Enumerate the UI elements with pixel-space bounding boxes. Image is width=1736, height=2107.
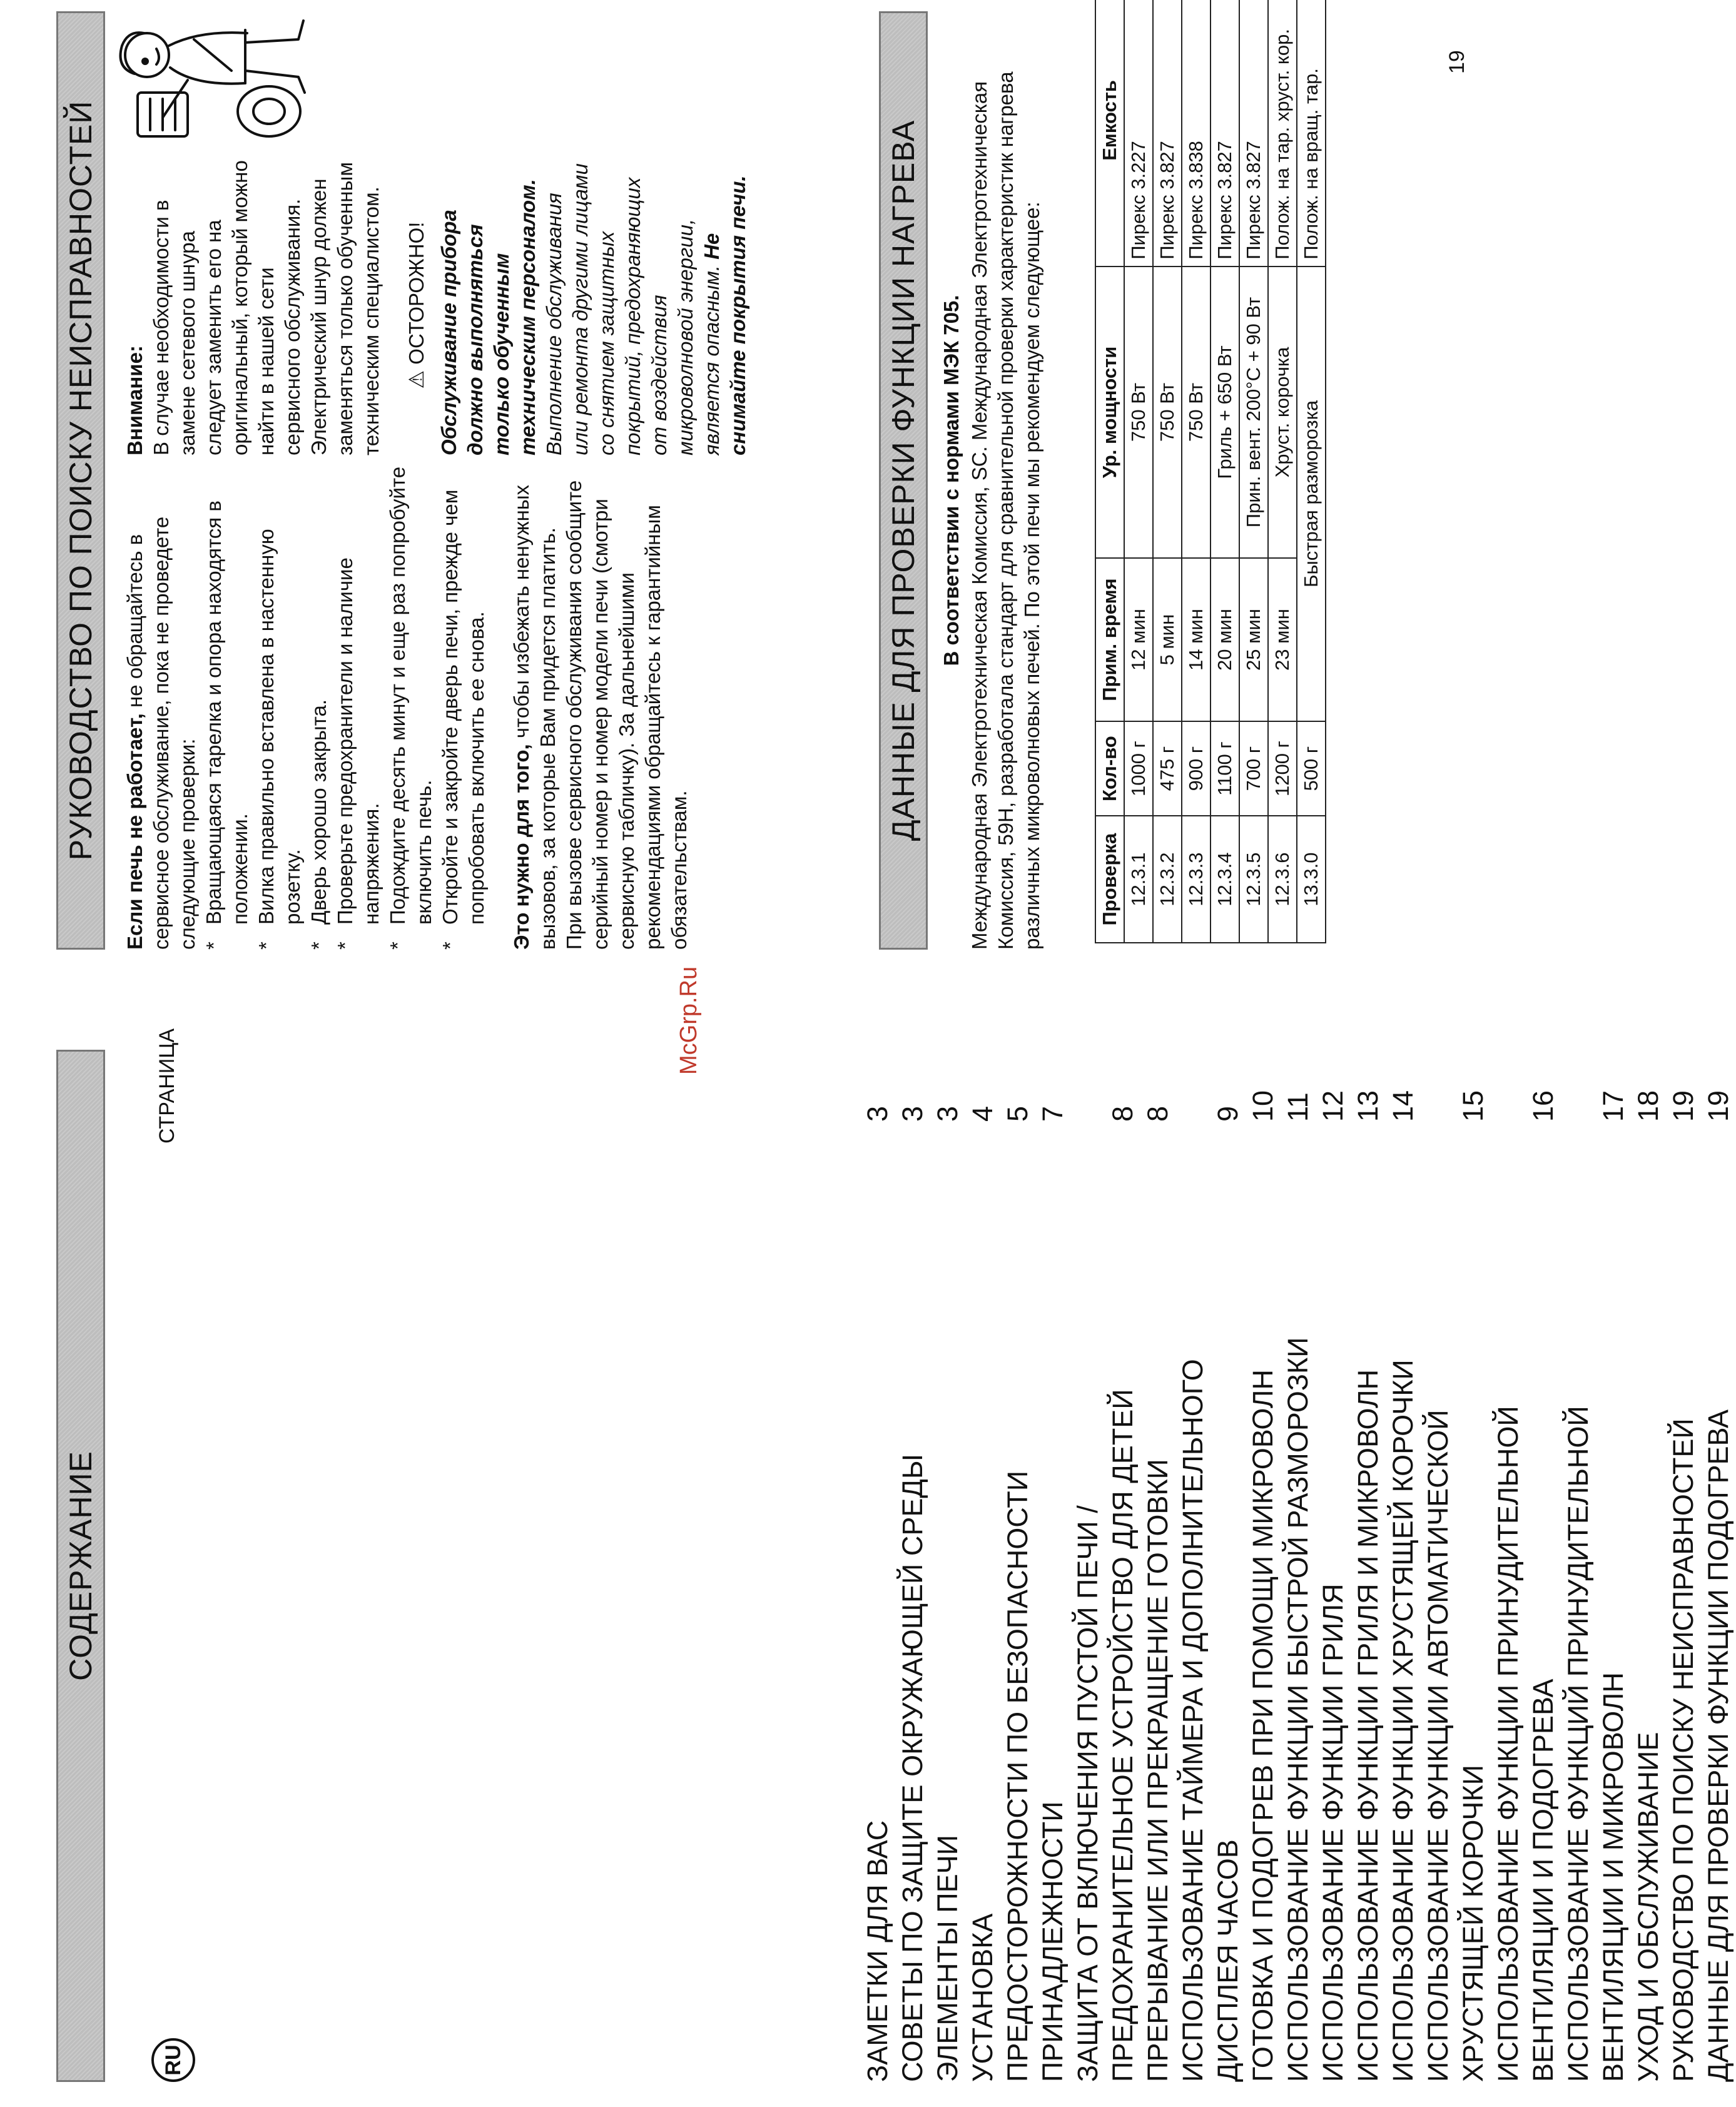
check-item: * Дверь хорошо закрыта.	[307, 699, 330, 950]
table-cell: 25 мин	[1239, 558, 1268, 721]
toc-item-page: 19	[1702, 1090, 1734, 1122]
troubleshooting-title: РУКОВОДСТВО ПО ПОИСКУ НЕИСПРАВНОСТЕЙ	[63, 100, 98, 861]
purpose-bold: Это нужно для того,	[510, 744, 533, 950]
table-row	[1182, 0, 1211, 943]
toc-item-title: ИСПОЛЬЗОВАНИЕ ФУНКЦИИ ХРУСТЯЩЕЙ КОРОЧКИ	[1387, 1359, 1419, 2082]
table-cell: Пирекс 3.838	[1182, 0, 1211, 267]
toc-item-page: 10	[1247, 1090, 1279, 1122]
toc-item-page: 3	[896, 1105, 928, 1122]
table-cell: 12.3.4	[1211, 816, 1239, 943]
check-item-text: Дверь хорошо закрыта.	[307, 699, 330, 925]
attention-text: В случае необходимости в замене сетевого шнура следует заменить его на оригинальный, который можно найти в нашей сети сервисного обслуживания. Электрический шнур должен заменяться только обученным техническим специалистом.	[150, 160, 383, 455]
toc-item-title: ВЕНТИЛЯЦИИ И МИКРОВОЛН	[1597, 1672, 1629, 2082]
caution-body	[436, 155, 751, 455]
toc-item-title: УХОД И ОБСЛУЖИВАНИЕ	[1632, 1732, 1664, 2082]
toc-item-page: 7	[1037, 1105, 1069, 1122]
table-cell: 23 мин	[1268, 558, 1297, 721]
table-cell: 13.3.0	[1297, 816, 1326, 943]
table-row	[1124, 0, 1153, 943]
toc-item-title: ИСПОЛЬЗОВАНИЕ ФУНКЦИИ АВТОМАТИЧЕСКОЙ	[1422, 1409, 1454, 2082]
check-item: * Подождите десять минут и еще раз попробуйте включить печь.	[386, 466, 435, 950]
toc-item-page: 12	[1317, 1090, 1349, 1122]
table-body	[1124, 0, 1326, 943]
table-cell: 1200 г	[1268, 721, 1297, 816]
table-header-cell: Емкость	[1095, 0, 1124, 267]
table-header-cell: Ур. мощности	[1095, 267, 1124, 558]
toc-item-page: 9	[1212, 1105, 1244, 1122]
attention-title: Внимание:	[123, 345, 146, 455]
table-cell: Полож. на тар. хруст. кор.	[1268, 0, 1297, 267]
table-row	[1239, 0, 1268, 943]
table-row	[1153, 0, 1182, 943]
table-cell: Гриль + 650 Вт	[1211, 267, 1239, 558]
heating-test-subtitle: В соответствии с нормами МЭК 705.	[940, 295, 963, 666]
toc-item-title: ГОТОВКА И ПОДОГРЕВ ПРИ ПОМОЩИ МИКРОВОЛН	[1247, 1369, 1279, 2082]
toc-item-page: 16	[1527, 1090, 1559, 1122]
table-cell: 475 г	[1153, 721, 1182, 816]
toc-item-title: ИСПОЛЬЗОВАНИЕ ФУНКЦИИ БЫСТРОЙ РАЗМОРОЗКИ	[1282, 1337, 1314, 2082]
toc-item-title: РУКОВОДСТВО ПО ПОИСКУ НЕИСПРАВНОСТЕЙ	[1667, 1418, 1699, 2082]
table-row	[1268, 0, 1297, 943]
toc-item-title: УСТАНОВКА	[967, 1913, 998, 2082]
table-cell: Быстрая разморозка	[1297, 267, 1326, 721]
table-cell: Пирекс 3.827	[1153, 0, 1182, 267]
table-cell: 12.3.5	[1239, 816, 1268, 943]
table-cell: 12.3.1	[1124, 816, 1153, 943]
toc-item-page: 11	[1282, 1092, 1314, 1122]
check-item: * Вращающаяся тарелка и опора находятся в положении.	[202, 500, 251, 950]
language-badge: RU	[151, 2038, 195, 2082]
table-cell: 1000 г	[1124, 721, 1153, 816]
caution-final: Не снимайте покрытия печи.	[700, 175, 749, 455]
toc-item-title: ПРИНАДЛЕЖНОСТИ	[1037, 1801, 1069, 2082]
check-item-text: Проверьте предохранители и наличие напряжения.	[333, 557, 383, 925]
check-item-text: Вилка правильно вставлена в настенную розетку.	[255, 529, 304, 925]
purpose-text: чтобы избежать ненужных вызовов, за которые Вам придется платить.	[510, 484, 559, 950]
caution-italic: Выполнение обслуживания или ремонта другими лицами со снятием защитных покрытий, предохраняющих от воздействия микроволновой энергии, является опасным.	[542, 163, 723, 455]
table-cell: Хруст. корочка	[1268, 267, 1297, 558]
caution-heading	[404, 155, 430, 455]
table-cell: Полож. на вращ. тар.	[1297, 0, 1326, 267]
table-row	[1211, 0, 1239, 943]
toc-item-title: ПРЕДОСТОРОЖНОСТИ ПО БЕЗОПАСНОСТИ	[1002, 1470, 1033, 2082]
toc-item-title: ВЕНТИЛЯЦИИ И ПОДОГРЕВА	[1527, 1678, 1559, 2082]
check-item-text: Откройте и закройте дверь печи, прежде чем попробовать включить ее снова.	[439, 489, 488, 925]
intro-text: не обращайтесь в сервисное обслуживание, пока не проведете следующие проверки:	[123, 516, 199, 950]
contents-header	[56, 1050, 105, 2082]
toc-item-title: ЭЛЕМЕНТЫ ПЕЧИ	[931, 1835, 963, 2082]
caution-title: ОСТОРОЖНО!	[405, 221, 428, 365]
table-cell: 500 г	[1297, 721, 1326, 816]
table-cell: 12 мин	[1124, 558, 1153, 721]
toc-item-title: ЗАЩИТА ОТ ВКЛЮЧЕНИЯ ПУСТОЙ ПЕЧИ /	[1072, 1505, 1104, 2082]
table-cell: 20 мин	[1211, 558, 1239, 721]
toc-item-page: 3	[861, 1105, 893, 1122]
toc-item-page: 3	[931, 1105, 963, 1122]
table-cell: 12.3.6	[1268, 816, 1297, 943]
table-cell: 1100 г	[1211, 721, 1239, 816]
toc-item-page: 8	[1107, 1105, 1139, 1122]
toc-item-title: ИСПОЛЬЗОВАНИЕ ФУНКЦИЙ ПРИНУДИТЕЛЬНОЙ	[1562, 1406, 1594, 2082]
intro-paragraph	[122, 462, 201, 950]
heating-test-text: Международная Электротехническая Комиссия, SC. Международная Электротехническая Комиссия, 59Н, разработала стандарт для сравнительной проверки характеристик нагрева различных микроволновых печей. По этой печи мы рекомендуем следующее:	[968, 71, 1043, 950]
toc-item-title: ПРЕРЫВАНИЕ ИЛИ ПРЕКРАЩЕНИЕ ГОТОВКИ	[1142, 1459, 1174, 2082]
table-row	[1297, 0, 1326, 943]
table-cell: Пирекс 3.827	[1239, 0, 1268, 267]
troubleshooting-right-column	[122, 155, 751, 455]
table-cell: 12.3.2	[1153, 816, 1182, 943]
check-item-text: Подождите десять минут и еще раз попробуйте включить печь.	[386, 466, 435, 925]
check-item: * Откройте и закройте дверь печи, прежде чем попробовать включить ее снова.	[439, 489, 488, 950]
toc-item-title: ДИСПЛЕЯ ЧАСОВ	[1212, 1839, 1244, 2082]
toc-item-title: СОВЕТЫ ПО ЗАЩИТЕ ОКРУЖАЮЩЕЙ СРЕДЫ	[896, 1454, 928, 2082]
toc-item-title: ИСПОЛЬЗОВАНИЕ ТАЙМЕРА И ДОПОЛНИТЕЛЬНОГО	[1177, 1359, 1209, 2082]
table-cell: Прин. вент. 200°C + 90 Вт	[1239, 267, 1268, 558]
contents-title: СОДЕРЖАНИЕ	[63, 1451, 98, 1681]
caution-bold: Обслуживание прибора должно выполняться только обученным техническим персоналом.	[437, 179, 539, 455]
troubleshooting-header	[56, 11, 105, 950]
check-item: * Проверьте предохранители и наличие напряжения.	[333, 557, 383, 950]
warning-icon: ⚠	[405, 370, 428, 389]
toc-item-title: ПРЕДОХРАНИТЕЛЬНОЕ УСТРОЙСТВО ДЛЯ ДЕТЕЙ	[1107, 1389, 1139, 2082]
toc-item-title: ЗАМЕТКИ ДЛЯ ВАС	[861, 1820, 893, 2082]
toc-item-title: ИСПОЛЬЗОВАНИЕ ФУНКЦИИ ГРИЛЯ	[1317, 1583, 1349, 2082]
heating-test-table	[1095, 0, 1326, 943]
technician-illustration	[113, 11, 319, 149]
table-cell: 700 г	[1239, 721, 1268, 816]
table-header-cell: Кол-во	[1095, 721, 1124, 816]
table-cell: 750 Вт	[1182, 267, 1211, 558]
check-item-text: Вращающаяся тарелка и опора находятся в положении.	[202, 500, 251, 925]
heating-test-header	[879, 11, 928, 950]
toc-item-page: 8	[1142, 1105, 1174, 1122]
toc-item-page: 5	[1002, 1105, 1033, 1122]
table-cell: 5 мин	[1153, 558, 1182, 721]
page-number: 19	[1445, 50, 1469, 74]
heating-test-title: ДАННЫЕ ДЛЯ ПРОВЕРКИ ФУНКЦИИ НАГРЕВА	[886, 119, 921, 841]
toc-item-title: ХРУСТЯЩЕЙ КОРОЧКИ	[1457, 1765, 1489, 2082]
toc-item-title: ИСПОЛЬЗОВАНИЕ ФУНКЦИИ ГРИЛЯ И МИКРОВОЛН	[1352, 1369, 1384, 2082]
service-paragraph: При вызове сервисного обслуживания сообщите серийный номер и номер модели печи (смотри сервисную табличку). За дальнейшими рекомендациями обращайтесь к гарантийным обязательствам.	[562, 480, 691, 950]
toc-item-page: 4	[967, 1105, 998, 1122]
table-header-row	[1095, 0, 1124, 943]
intro-bold: Если печь не работает,	[123, 713, 146, 950]
table-cell: 900 г	[1182, 721, 1211, 816]
table-cell: Пирекс 3.827	[1211, 0, 1239, 267]
table-header-cell: Проверка	[1095, 816, 1124, 943]
checks-list	[201, 462, 490, 950]
toc-item-title: ДАННЫЕ ДЛЯ ПРОВЕРКИ ФУНКЦИИ ПОДОГРЕВА	[1702, 1409, 1734, 2082]
toc-item-title: ИСПОЛЬЗОВАНИЕ ФУНКЦИИ ПРИНУДИТЕЛЬНОЙ	[1492, 1406, 1524, 2082]
table-cell: 750 Вт	[1124, 267, 1153, 558]
toc-item-page: 17	[1597, 1090, 1629, 1122]
purpose-paragraph	[509, 462, 561, 950]
toc-item-page: 19	[1667, 1090, 1699, 1122]
table-cell: 12.3.3	[1182, 816, 1211, 943]
toc-item-page: 13	[1352, 1090, 1384, 1122]
table-cell: Пирекс 3.227	[1124, 0, 1153, 267]
toc-item-page: 14	[1387, 1090, 1419, 1122]
check-item: * Вилка правильно вставлена в настенную розетку.	[255, 529, 304, 950]
table-header-cell: Прим. время	[1095, 558, 1124, 721]
page-column-label: СТРАНИЦА	[155, 1028, 179, 1144]
troubleshooting-left-column	[122, 462, 693, 950]
watermark: McGrp.Ru	[676, 966, 702, 1075]
table-cell: 750 Вт	[1153, 267, 1182, 558]
toc-item-page: 15	[1457, 1090, 1489, 1122]
table-cell: 14 мин	[1182, 558, 1211, 721]
toc-item-page: 18	[1632, 1090, 1664, 1122]
